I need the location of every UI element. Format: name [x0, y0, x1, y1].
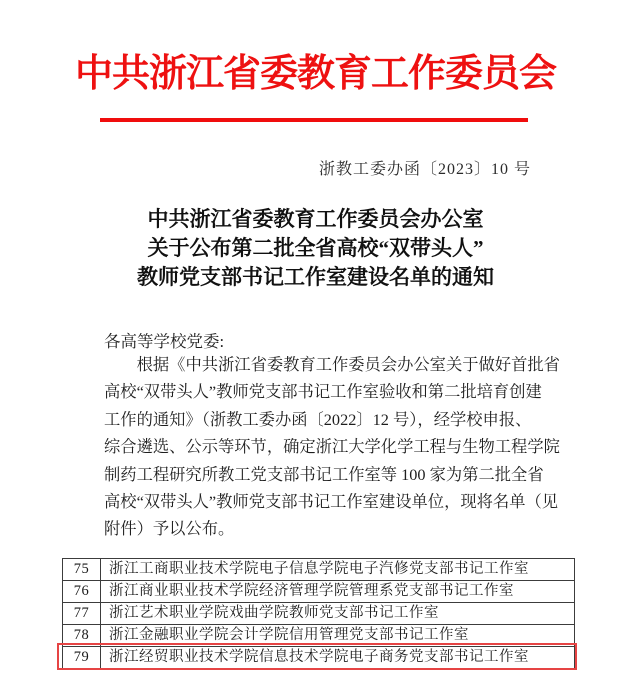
table-row-highlighted	[63, 647, 575, 669]
salutation: 各高等学校党委:	[104, 332, 225, 351]
paragraph-line: 工作的通知》（浙教工委办函〔2022〕12 号），经学校申报、	[104, 409, 532, 429]
notice-title-line-3: 教师党支部书记工作室建设名单的通知	[137, 265, 494, 289]
paragraph-line: 根据《中共浙江省委教育工作委员会办公室关于做好首批省	[136, 355, 560, 374]
notice-title-line-2: 关于公布第二批全省高校“双带头人”	[147, 236, 484, 260]
table-row	[63, 581, 575, 603]
paragraph-line: 高校“双带头人”教师党支部书记工作室验收和第二批培育创建	[104, 382, 542, 402]
red-divider-line	[100, 118, 528, 122]
paragraph-line: 制药工程研究所教工党支部书记工作室等 100 家为第二批全省	[104, 464, 544, 484]
row-number-cell: 76	[63, 581, 101, 603]
notice-title	[0, 205, 631, 292]
row-number-cell: 77	[63, 603, 101, 625]
workshop-name-cell: 浙江金融职业学院会计学院信用管理党支部书记工作室	[101, 625, 575, 647]
table-row	[63, 603, 575, 625]
notice-title-line-1: 中共浙江省委教育工作委员会办公室	[147, 207, 484, 231]
letterhead-title: 中共浙江省委教育工作委员会	[74, 53, 556, 95]
paragraph-line: 高校“双带头人”教师党支部书记工作室建设单位，现将名单（见	[104, 491, 559, 511]
row-number-cell: 79	[63, 647, 101, 669]
workshop-name-cell: 浙江商业职业技术学院经济管理学院管理系党支部书记工作室	[101, 581, 575, 603]
table-row	[63, 559, 575, 581]
paragraph-line: 综合遴选、公示等环节，确定浙江大学化学工程与生物工程学院	[104, 437, 560, 457]
row-number-cell: 75	[63, 559, 101, 581]
workshop-name-cell: 浙江艺术职业学院戏曲学院教师党支部书记工作室	[101, 603, 575, 625]
notice-body-paragraph	[104, 351, 560, 543]
table-row	[63, 625, 575, 647]
workshop-name-cell: 浙江经贸职业技术学院信息技术学院电子商务党支部书记工作室	[101, 647, 575, 669]
paragraph-line: 附件）予以公布。	[104, 519, 235, 539]
workshop-name-cell: 浙江工商职业技术学院电子信息学院电子汽修党支部书记工作室	[101, 559, 575, 581]
workshop-roster-table	[62, 558, 575, 669]
row-number-cell: 78	[63, 625, 101, 647]
document-number: 浙教工委办函〔2023〕10 号	[318, 161, 531, 178]
